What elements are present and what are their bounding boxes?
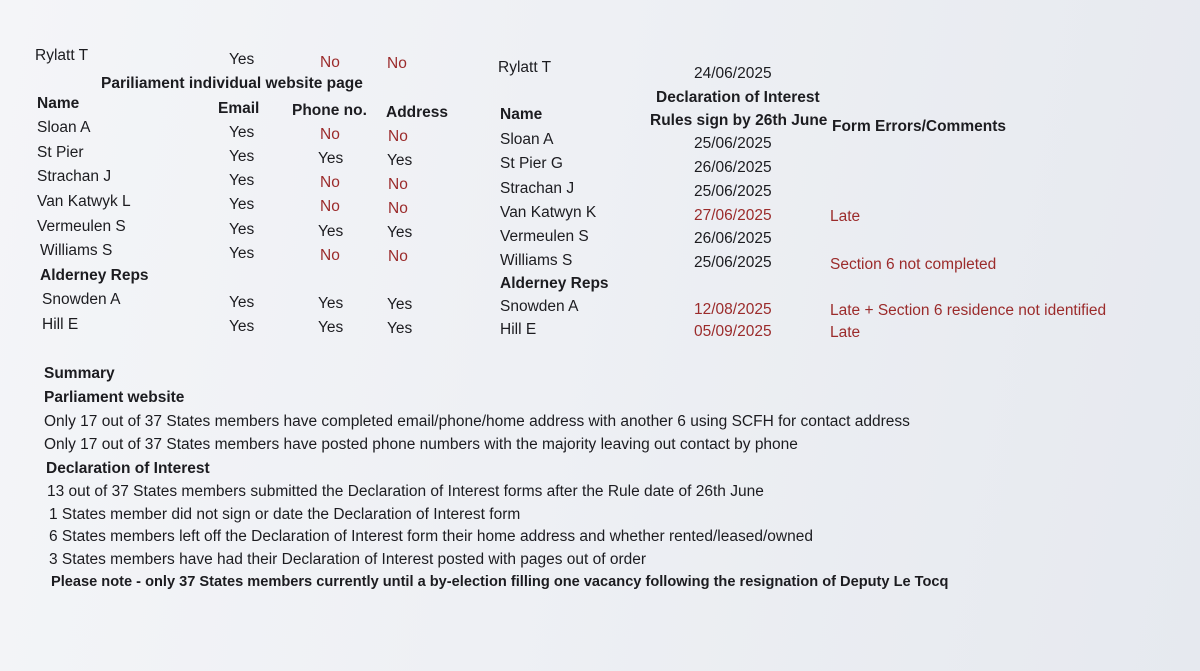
doi-summary-line: 3 States members have had their Declaration of Interest posted with pages out of order — [49, 551, 647, 568]
doi-summary-line: 13 out of 37 States members submitted the Declaration of Interest forms after the Rule date of 26th June — [47, 483, 764, 500]
row-email: Yes — [229, 172, 255, 189]
row-name: Strachan J — [37, 168, 112, 185]
row-comment: Late — [830, 208, 861, 225]
row-name: Sloan A — [500, 131, 554, 148]
row-phone: Yes — [318, 150, 344, 167]
header-email: Email — [218, 100, 260, 117]
alderney-row-comment: Late + Section 6 residence not identified — [830, 302, 1107, 319]
row-address: No — [388, 248, 408, 265]
top-row-address: No — [387, 55, 407, 72]
summary-title: Summary — [44, 365, 115, 382]
website-summary-line: Only 17 out of 37 States members have posted phone numbers with the majority leaving out contact by phone — [44, 436, 798, 453]
alderney-row-date: 12/08/2025 — [694, 301, 772, 318]
row-name: Williams S — [40, 242, 113, 259]
row-date: 26/06/2025 — [694, 159, 772, 176]
website-summary-line: Only 17 out of 37 States members have completed email/phone/home address with another 6 using SCFH for contact address — [44, 413, 910, 430]
row-name: Vermeulen S — [37, 218, 126, 235]
row-email: Yes — [229, 124, 255, 141]
alderney-row-phone: Yes — [318, 319, 344, 336]
header-name: Name — [500, 106, 543, 123]
website-summary-title: Parliament website — [44, 389, 185, 406]
row-email: Yes — [229, 245, 255, 262]
header-phone: Phone no. — [292, 102, 367, 119]
header-doi-line1: Declaration of Interest — [656, 89, 820, 106]
row-phone: No — [320, 198, 340, 215]
doi-summary-title: Declaration of Interest — [46, 460, 210, 477]
row-name: Van Katwyk L — [37, 193, 131, 210]
row-date: 25/06/2025 — [694, 183, 772, 200]
alderney-title: Alderney Reps — [500, 275, 609, 292]
doi-summary-line: 1 States member did not sign or date the Declaration of Interest form — [49, 506, 521, 523]
alderney-row-name: Hill E — [42, 316, 79, 333]
row-name: Vermeulen S — [500, 228, 589, 245]
row-phone: Yes — [318, 223, 344, 240]
alderney-row-name: Snowden A — [500, 298, 579, 315]
top-row-name: Rylatt T — [498, 59, 552, 76]
row-name: Williams S — [500, 252, 573, 269]
row-email: Yes — [229, 148, 255, 165]
row-date: 27/06/2025 — [694, 207, 772, 224]
row-address: Yes — [387, 224, 413, 241]
row-phone: No — [320, 126, 340, 143]
row-date: 25/06/2025 — [694, 254, 772, 271]
alderney-row-address: Yes — [387, 296, 413, 313]
row-address: No — [388, 176, 408, 193]
row-name: Strachan J — [500, 180, 575, 197]
doi-summary-line: 6 States members left off the Declaration of Interest form their home address and whether rented/leased/owned — [49, 528, 813, 545]
row-email: Yes — [229, 221, 255, 238]
row-address: Yes — [387, 152, 413, 169]
row-name: Van Katwyn K — [500, 204, 597, 221]
alderney-row-email: Yes — [229, 318, 255, 335]
alderney-row-date: 05/09/2025 — [694, 323, 772, 340]
row-date: 25/06/2025 — [694, 135, 772, 152]
top-row-name: Rylatt T — [35, 47, 89, 64]
header-doi-line2: Rules sign by 26th June — [650, 112, 828, 129]
alderney-title: Alderney Reps — [40, 267, 149, 284]
top-row-phone: No — [320, 54, 340, 71]
row-name: St Pier G — [500, 155, 563, 172]
alderney-row-name: Hill E — [500, 321, 537, 338]
summary-note: Please note - only 37 States members currently until a by-election filling one vacancy following the resignation of Deputy Le Tocq — [51, 574, 949, 590]
row-phone: No — [320, 174, 340, 191]
alderney-row-address: Yes — [387, 320, 413, 337]
row-name: St Pier — [37, 144, 84, 161]
row-comment: Section 6 not completed — [830, 256, 997, 273]
website-section-title: Pariliament individual website page — [101, 75, 363, 92]
alderney-row-phone: Yes — [318, 295, 344, 312]
row-address: No — [388, 200, 408, 217]
header-address: Address — [386, 104, 449, 121]
row-name: Sloan A — [37, 119, 91, 136]
header-comments: Form Errors/Comments — [832, 118, 1006, 135]
header-name: Name — [37, 95, 80, 112]
row-address: No — [388, 128, 408, 145]
row-date: 26/06/2025 — [694, 230, 772, 247]
alderney-row-comment: Late — [830, 324, 861, 341]
top-row-date: 24/06/2025 — [694, 65, 772, 82]
row-email: Yes — [229, 196, 255, 213]
top-row-email: Yes — [229, 51, 255, 68]
row-phone: No — [320, 247, 340, 264]
alderney-row-name: Snowden A — [42, 291, 121, 308]
alderney-row-email: Yes — [229, 294, 255, 311]
